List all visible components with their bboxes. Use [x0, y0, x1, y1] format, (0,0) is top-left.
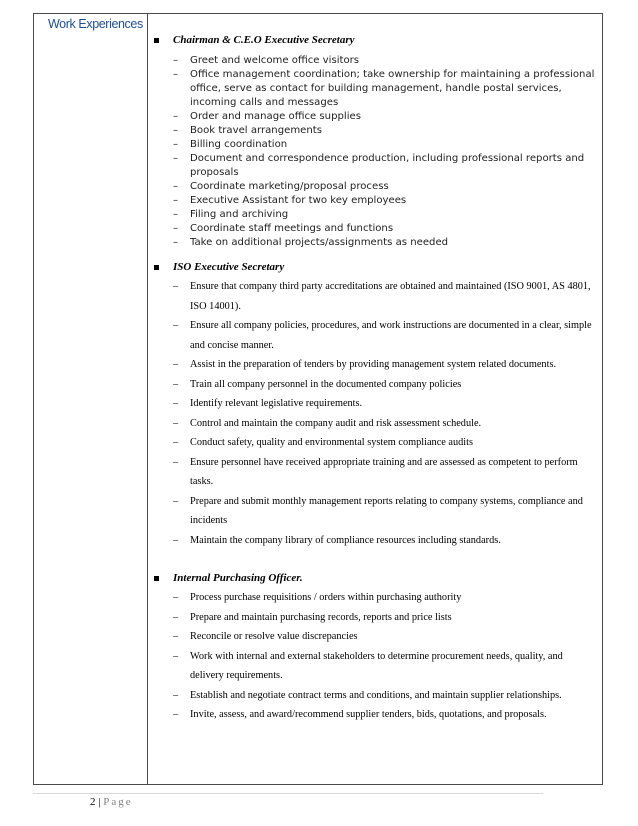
list-item — [170, 54, 598, 68]
dash-bullet-icon: – — [173, 55, 179, 66]
duty-list-2 — [170, 277, 598, 550]
duty-text: Office management coordination; take ownership for maintaining a professional office, serve as contact for building management, handle postal services, incoming calls and messages — [190, 69, 595, 108]
job-title-text: ISO Executive Secretary — [173, 261, 285, 273]
list-item — [170, 492, 598, 531]
duty-text: Conduct safety, quality and environmental system compliance audits — [190, 437, 473, 448]
list-item — [170, 68, 598, 110]
dash-bullet-icon: – — [173, 209, 179, 220]
dash-bullet-icon: – — [173, 534, 179, 546]
dash-bullet-icon: – — [173, 378, 179, 390]
duty-text: Invite, assess, and award/recommend supplier tenders, bids, quotations, and proposals. — [190, 709, 547, 720]
dash-bullet-icon: – — [173, 153, 179, 164]
list-item — [170, 194, 598, 208]
job-title-text: Internal Purchasing Officer. — [173, 572, 303, 584]
dash-bullet-icon: – — [173, 125, 179, 136]
page-separator: | — [98, 796, 101, 808]
list-item — [170, 124, 598, 138]
dash-bullet-icon: – — [173, 320, 179, 331]
duty-text: Filing and archiving — [190, 209, 289, 220]
list-item — [170, 316, 598, 355]
duty-text: Book travel arrangements — [190, 125, 322, 136]
dash-bullet-icon: – — [173, 417, 179, 429]
list-item — [170, 180, 598, 194]
duty-text: Prepare and maintain purchasing records, reports and price lists — [190, 611, 452, 623]
duty-text: Billing coordination — [190, 139, 288, 150]
duty-text: Maintain the company library of compliance resources including standards. — [190, 534, 501, 546]
dash-bullet-icon: – — [173, 592, 179, 603]
dash-bullet-icon: – — [173, 237, 179, 248]
square-bullet-icon — [154, 38, 159, 43]
list-item — [170, 531, 598, 551]
list-item — [170, 152, 598, 180]
duty-text: Document and correspondence production, including professional reports and proposals — [190, 153, 585, 178]
duty-text: Coordinate marketing/proposal process — [190, 181, 389, 192]
list-item — [170, 375, 598, 395]
list-item — [170, 222, 598, 236]
list-item — [170, 588, 598, 608]
page-word: Page — [103, 796, 133, 808]
duty-text: Reconcile or resolve value discrepancies — [190, 631, 358, 642]
dash-bullet-icon: – — [173, 195, 179, 206]
square-bullet-icon — [154, 265, 159, 270]
job-title-2 — [152, 261, 284, 273]
dash-bullet-icon: – — [173, 139, 179, 150]
dash-bullet-icon: – — [173, 69, 179, 80]
dash-bullet-icon: – — [173, 495, 179, 507]
list-item — [170, 686, 598, 706]
dash-bullet-icon: – — [173, 709, 179, 720]
duty-text: Greet and welcome office visitors — [190, 55, 360, 66]
dash-bullet-icon: – — [173, 223, 179, 234]
duty-text: Train all company personnel in the documented company policies — [190, 378, 462, 390]
page-footer — [90, 796, 133, 808]
dash-bullet-icon: – — [173, 437, 179, 448]
duty-text: Ensure personnel have received appropriate training and are assessed as competent to perform tasks. — [190, 456, 578, 487]
list-item — [170, 138, 598, 152]
duty-text: Coordinate staff meetings and functions — [190, 223, 394, 234]
work-experience-table — [33, 13, 603, 785]
dash-bullet-icon: – — [173, 650, 179, 662]
list-item — [170, 277, 598, 316]
list-item — [170, 414, 598, 434]
list-item — [170, 705, 598, 725]
list-item — [170, 394, 598, 414]
dash-bullet-icon: – — [173, 398, 179, 409]
duty-text: Control and maintain the company audit and risk assessment schedule. — [190, 417, 482, 429]
list-item — [170, 355, 598, 375]
footer-divider — [33, 793, 543, 794]
column-divider — [147, 14, 148, 784]
job-title-text: Chairman & C.E.O Executive Secretary — [173, 34, 355, 46]
duty-text: Process purchase requisitions / orders within purchasing authority — [190, 592, 462, 603]
dash-bullet-icon: – — [173, 181, 179, 192]
square-bullet-icon — [154, 576, 159, 581]
list-item — [170, 110, 598, 124]
duty-text: Ensure all company policies, procedures, and work instructions are documented in a clear, simple and concise manner. — [190, 320, 592, 351]
dash-bullet-icon: – — [173, 689, 179, 701]
list-item — [170, 208, 598, 222]
duty-list-3 — [170, 588, 598, 725]
duty-text: Assist in the preparation of tenders by providing management system related documents. — [190, 359, 557, 370]
dash-bullet-icon: – — [173, 631, 179, 642]
duty-text: Order and manage office supplies — [190, 111, 361, 122]
dash-bullet-icon: – — [173, 359, 179, 370]
duty-text: Work with internal and external stakeholders to determine procurement needs, quality, and delivery requirements. — [190, 650, 563, 681]
list-item — [170, 236, 598, 250]
duty-text: Executive Assistant for two key employees — [190, 195, 407, 206]
list-item — [170, 647, 598, 686]
list-item — [170, 433, 598, 453]
list-item — [170, 453, 598, 492]
duty-text: Ensure that company third party accreditations are obtained and maintained (ISO 9001, AS 4801, ISO 14001). — [190, 281, 591, 312]
dash-bullet-icon: – — [173, 111, 179, 122]
duty-list-1 — [170, 54, 598, 250]
list-item — [170, 627, 598, 647]
dash-bullet-icon: – — [173, 611, 179, 623]
duty-text: Take on additional projects/assignments as needed — [190, 237, 449, 248]
list-item — [170, 608, 598, 628]
section-label: Work Experiences — [48, 17, 143, 31]
page-number: 2 — [90, 796, 96, 808]
duty-text: Establish and negotiate contract terms and conditions, and maintain supplier relationships. — [190, 689, 562, 701]
duty-text: Identify relevant legislative requirements. — [190, 398, 363, 409]
dash-bullet-icon: – — [173, 456, 179, 468]
job-title-1 — [152, 34, 355, 46]
duty-text: Prepare and submit monthly management reports relating to company systems, compliance and incidents — [190, 495, 583, 526]
job-title-3 — [152, 572, 303, 584]
dash-bullet-icon: – — [173, 281, 179, 292]
